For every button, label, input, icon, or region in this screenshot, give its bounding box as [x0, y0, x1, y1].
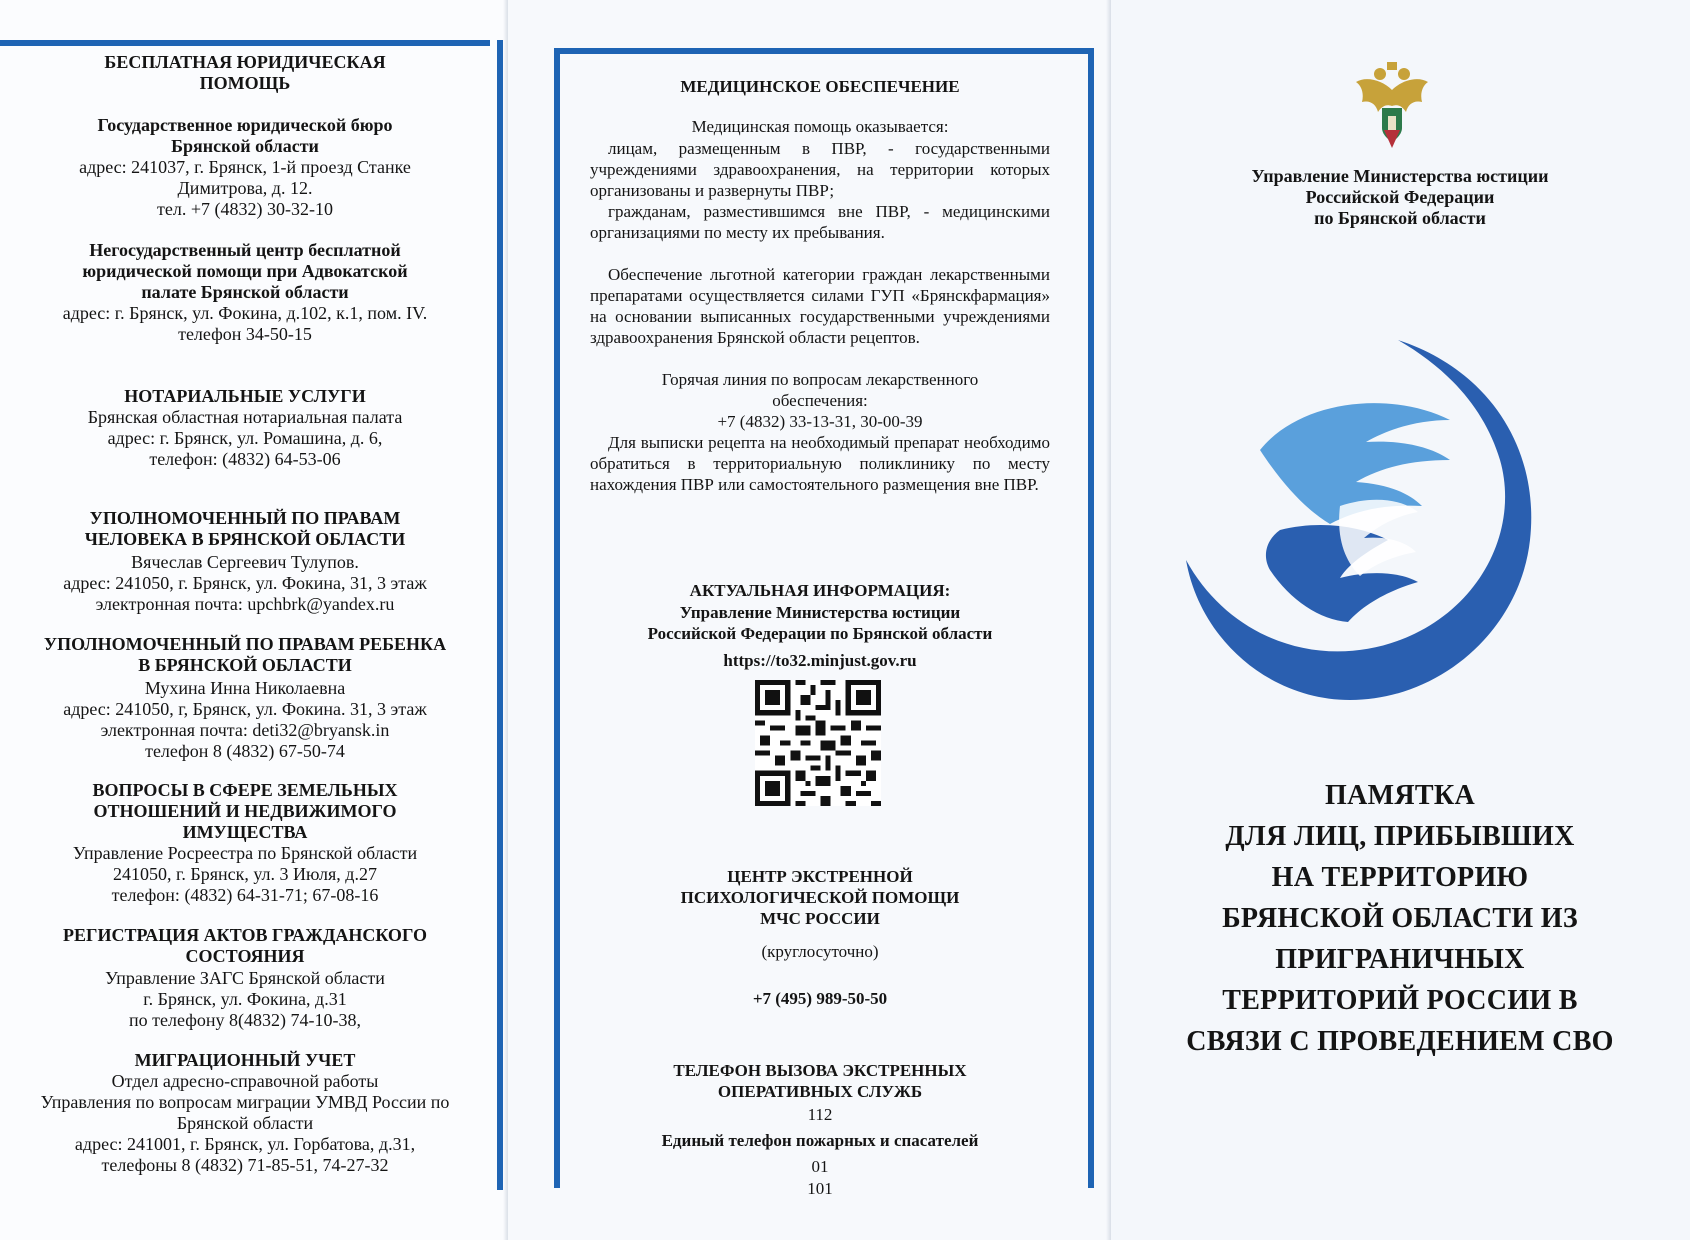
- info-url[interactable]: https://to32.minjust.gov.ru: [723, 651, 917, 670]
- migration-heading: МИГРАЦИОННЫЙ УЧЕТ: [134, 1050, 356, 1070]
- main-title: ПАМЯТКА ДЛЯ ЛИЦ, ПРИБЫВШИХ НА ТЕРРИТОРИЮ БРЯНСКОЙ ОБЛАСТИ ИЗ ПРИГРАНИЧНЫХ ТЕРРИТОРИЙ РОССИИ В СВЯЗИ С ПРОВЕДЕНИЕМ СВО: [1186, 780, 1614, 1057]
- bureau-name: Государственное юридической бюро Брянской области: [97, 115, 393, 156]
- land-heading: ВОПРОСЫ В СФЕРЕ ЗЕМЕЛЬНЫХ ОТНОШЕНИЙ И НЕДВИЖИМОГО ИМУЩЕСТВА: [92, 780, 398, 842]
- center-info: адрес: г. Брянск, ул. Фокина, д.102, к.1, пом. IV. телефон 34-50-15: [62, 303, 428, 344]
- ombudsman-info: Вячеслав Сергеевич Тулупов. адрес: 241050, г. Брянск, ул. Фокина, 31, 3 этаж электронная почта: upchbrk@yandex.ru: [63, 552, 427, 614]
- hotline-phones: +7 (4832) 33-13-31, 30-00-39: [717, 412, 923, 431]
- migration-info: Отдел адресно-справочной работы Управления по вопросам миграции УМВД России по Брянской области адрес: 241001, г. Брянск, ул. Горбатова, д.31, телефоны 8 (4832) 71-85-51, 74-27-32: [40, 1071, 450, 1175]
- med-intro: Медицинская помощь оказывается:: [691, 117, 949, 136]
- fire-101: 101: [807, 1179, 833, 1198]
- zags-heading: РЕГИСТРАЦИЯ АКТОВ ГРАЖДАНСКОГО СОСТОЯНИЯ: [63, 925, 427, 966]
- fire-01: 01: [811, 1157, 829, 1176]
- helping-hands-icon: [1150, 300, 1570, 720]
- side-border-left: [554, 48, 560, 1188]
- double-headed-eagle-icon: [1352, 60, 1432, 150]
- ombudsman-heading: УПОЛНОМОЧЕННЫЙ ПО ПРАВАМ ЧЕЛОВЕКА В БРЯНСКОЙ ОБЛАСТИ: [84, 508, 406, 549]
- qr-code-icon[interactable]: [755, 680, 881, 806]
- med-paragraph-4: Для выписки рецепта на необходимый препарат необходимо обратиться в территориальную поликлинику по месту нахождения ПВР или самостоятельного размещения вне ПВР.: [590, 433, 1050, 494]
- fire-label: Единый телефон пожарных и спасателей: [661, 1131, 979, 1150]
- land-info: Управление Росреестра по Брянской области 241050, г. Брянск, ул. 3 Июля, д.27 телефон: (4832) 64-31-71; 67-08-16: [72, 843, 418, 905]
- med-heading: МЕДИЦИНСКОЕ ОБЕСПЕЧЕНИЕ: [680, 77, 960, 96]
- top-border: [0, 40, 490, 46]
- child-info: Мухина Инна Николаевна адрес: 241050, г, Брянск, ул. Фокина. 31, 3 этаж электронная почта: deti32@bryansk.in телефон 8 (4832) 67-50-74: [63, 678, 427, 761]
- legal-heading: БЕСПЛАТНАЯ ЮРИДИЧЕСКАЯ ПОМОЩЬ: [104, 52, 386, 93]
- med-paragraph-3: Обеспечение льготной категории граждан лекарственными препаратами осуществляется силами ГУП «Брянскфармация» на основании выписанных государственными учреждениями здравоохранения Брянской области рецептов.: [590, 265, 1050, 347]
- psy-heading: ЦЕНТР ЭКСТРЕННОЙ ПСИХОЛОГИЧЕСКОЙ ПОМОЩИ МЧС РОССИИ: [680, 867, 960, 928]
- psy-hours: (круглосуточно): [761, 942, 879, 961]
- left-panel: [0, 0, 508, 1240]
- center-name: Негосударственный центр бесплатной юридической помощи при Адвокатской палате Брянской области: [82, 240, 408, 302]
- notary-heading: НОТАРИАЛЬНЫЕ УСЛУГИ: [124, 386, 366, 406]
- med-paragraph-1: лицам, размещенным в ПВР, - государственными учреждениями здравоохранения, на территории которых организованы и развернуты ПВР;: [590, 139, 1050, 200]
- info-org: Управление Министерства юстиции Российской Федерации по Брянской области: [647, 603, 993, 643]
- side-border-right: [1088, 48, 1094, 1188]
- top-border: [554, 48, 1094, 54]
- hotline-label: Горячая линия по вопросам лекарственного обеспечения:: [661, 370, 979, 410]
- med-paragraph-2: гражданам, разместившимся вне ПВР, - медицинскими организациями по месту их пребывания.: [590, 202, 1050, 242]
- emergency-112: 112: [807, 1105, 833, 1124]
- psy-phone: +7 (495) 989-50-50: [752, 989, 888, 1008]
- info-heading: АКТУАЛЬНАЯ ИНФОРМАЦИЯ:: [689, 581, 951, 600]
- notary-info: Брянская областная нотариальная палата адрес: г. Брянск, ул. Ромашина, д. 6, телефон: (4832) 64-53-06: [87, 407, 403, 469]
- emergency-heading: ТЕЛЕФОН ВЫЗОВА ЭКСТРЕННЫХ ОПЕРАТИВНЫХ СЛУЖБ: [673, 1061, 967, 1101]
- child-heading: УПОЛНОМОЧЕННЫЙ ПО ПРАВАМ РЕБЕНКА В БРЯНСКОЙ ОБЛАСТИ: [43, 634, 447, 675]
- bureau-info: адрес: 241037, г. Брянск, 1-й проезд Станке Димитрова, д. 12. тел. +7 (4832) 30-32-10: [79, 157, 411, 219]
- zags-info: Управление ЗАГС Брянской области г. Брянск, ул. Фокина, д.31 по телефону 8(4832) 74-10-38,: [105, 968, 385, 1030]
- org-name: Управление Министерства юстиции Российской Федерации по Брянской области: [1251, 166, 1549, 228]
